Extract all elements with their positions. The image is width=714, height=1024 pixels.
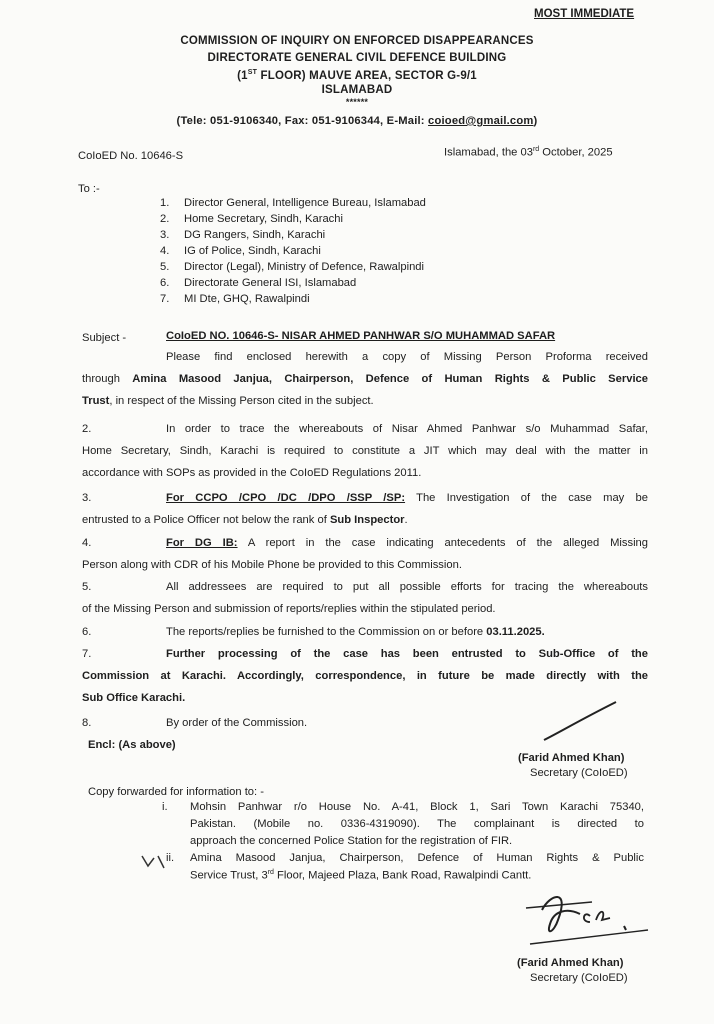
enclosure-note: Encl: (As above): [88, 739, 176, 751]
signatory-title: Secretary (CoIoED): [530, 767, 628, 779]
paragraph-1: Please find enclosed herewith a copy of Missing Person Proforma received through Amina Masood Janjua, Chairperson, Defence of Human Rights & Public Service Trust, in respect of the Missing Person cited in the subject.: [82, 351, 648, 407]
addressee-item: 6. Directorate General ISI, Islamabad: [160, 277, 357, 289]
copy-forwarded-label: Copy forwarded for information to: -: [88, 786, 264, 798]
letterhead-line-2: DIRECTORATE GENERAL CIVIL DEFENCE BUILDING: [207, 52, 507, 64]
to-label: To :-: [78, 183, 100, 195]
letter-page: MOST IMMEDIATE COMMISSION OF INQUIRY ON ENFORCED DISAPPEARANCES DIRECTORATE GENERAL CIVIL DEFENCE BUILDING (1ST FLOOR) MAUVE AREA, SECTOR G-9/1 ISLAMABAD ****** (Tele: 051-9106340, Fax: 051-9106344, E-Mail: coioed@gmail.com) CoIoED No. 10646-S Islamabad, the 03rd October, 2025 To :- 1. Director General, Intelligence Bureau, Islamabad 2. Home Secretary, Sindh, Karachi 3. DG Rangers, Sindh, Karachi 4. IG of Police, Sindh, Karachi 5. Director (Legal), Ministry of Defence, Rawalpindi 6. Directorate General ISI, Islamabad 7. MI Dte, GHQ, Rawalpindi Subject - CoIoED NO. 10646-S- NISAR AHMED PANHWAR S/O MUHAMMAD SAFAR Please find enclosed herewith a copy of Missing Person Proforma received through Amina Masood Janjua, Chairperson, Defence of Human Rights & Public Service Trust, in respect of the Missing Person cited in the subject. 2. In order to trace the whereabouts of Nisar Ahmed Panhwar s/o Muhammad Safar, Home Secretary, Sindh, Karachi is required to constitute a JIT which may deal with the matter in accordance with SOPs as provided in the CoIoED Regulations 2011. 3. For CCPO /CPO /DC /DPO /SSP /SP: The Investigation of the case may be entrusted to a Police Officer not below the rank of Sub Inspector. 4. For DG IB: A report in the case indicating antecedents of the alleged Missing Person along with CDR of his Mobile Phone be provided to this Commission. 5. All addressees are required to put all possible efforts for tracing the whereabouts of the Missing Person and submission of reports/replies within the stipulated period. 6. The reports/replies be furnished to the Commission on or before 03.11.2025. 7. Further processing of the case has been entrusted to Sub-Office of the Commission at Karachi. Accordingly, correspondence, in future be made directly with the Sub Office Karachi. 8. By order of the Commission. Encl: (As above) (Farid Ahmed Khan) Secretary (CoIoED) Copy forwarded for information to: - i. Mohsin Panhwar r/o House No. A-41, Block 1, Sari Town Karachi 75340, Pakistan. (Mobile no. 0336-4319090). The complainant is directed to approach the concerned Police Station for the registration of FIR. ii. Amina Masood Janjua, Chairperson, Defence of Human Rights & Public Service Trust, 3rd Floor, Majeed Plaza, Bank Road, Rawalpindi Cantt. (Farid Ahmed Khan) Secretary (CoIoED): [0, 0, 714, 1024]
paragraph-2: 2. In order to trace the whereabouts of Nisar Ahmed Panhwar s/o Muhammad Safar, Home Secretary, Sindh, Karachi is required to constitute a JIT which may deal with the matter in accordance with SOPs as provided in the CoIoED Regulations 2011.: [82, 423, 648, 479]
paragraph-7: 7. Further processing of the case has been entrusted to Sub-Office of the Commission at Karachi. Accordingly, correspondence, in future be made directly with the Sub Office Karachi.: [82, 648, 648, 704]
paragraph-5: 5. All addressees are required to put all possible efforts for tracing the whereabouts of the Missing Person and submission of reports/replies within the stipulated period.: [82, 581, 648, 615]
addressee-item: 4. IG of Police, Sindh, Karachi: [160, 245, 321, 257]
letterhead-stars: ******: [345, 97, 369, 107]
paragraph-6: 6. The reports/replies be furnished to the Commission on or before 03.11.2025.: [82, 626, 545, 638]
paragraph-8: 8. By order of the Commission.: [82, 717, 308, 729]
tick-mark: [140, 854, 170, 870]
signatory-title-2: Secretary (CoIoED): [530, 972, 628, 984]
addressee-item: 1. Director General, Intelligence Bureau, Islamabad: [160, 197, 426, 209]
signature-mark-2: [520, 880, 650, 950]
paragraph-3: 3. For CCPO /CPO /DC /DPO /SSP /SP: The Investigation of the case may be entrusted to a Police Officer not below the rank of Sub Inspector.: [82, 492, 648, 526]
addressee-item: 2. Home Secretary, Sindh, Karachi: [160, 213, 343, 225]
reference-number: CoIoED No. 10646-S: [78, 150, 184, 162]
addressee-item: 7. MI Dte, GHQ, Rawalpindi: [160, 293, 310, 305]
subject-text: CoIoED NO. 10646-S- NISAR AHMED PANHWAR S/O MUHAMMAD SAFAR: [166, 330, 556, 342]
subject-label: Subject -: [82, 332, 127, 344]
letterhead-line-1: COMMISSION OF INQUIRY ON ENFORCED DISAPPEARANCES: [180, 35, 534, 47]
signatory-name: (Farid Ahmed Khan): [518, 752, 625, 764]
letterhead-line-4: ISLAMABAD: [321, 84, 393, 96]
paragraph-4: 4. For DG IB: A report in the case indicating antecedents of the alleged Missing Person along with CDR of his Mobile Phone be provided to this Commission.: [82, 537, 648, 571]
signatory-name-2: (Farid Ahmed Khan): [517, 957, 624, 969]
letter-date: Islamabad, the 03rd October, 2025: [444, 146, 613, 159]
addressee-item: 3. DG Rangers, Sindh, Karachi: [160, 229, 326, 241]
addressee-item: 5. Director (Legal), Ministry of Defence, Rawalpindi: [160, 261, 425, 273]
priority-label: MOST IMMEDIATE: [534, 8, 635, 20]
email-link[interactable]: coioed@gmail.com: [428, 115, 534, 127]
letterhead-line-3: (1ST FLOOR) MAUVE AREA, SECTOR G-9/1: [237, 69, 477, 82]
letterhead-contact: (Tele: 051-9106340, Fax: 051-9106344, E-Mail: coioed@gmail.com): [176, 115, 538, 127]
signature-mark-1: [540, 700, 620, 744]
